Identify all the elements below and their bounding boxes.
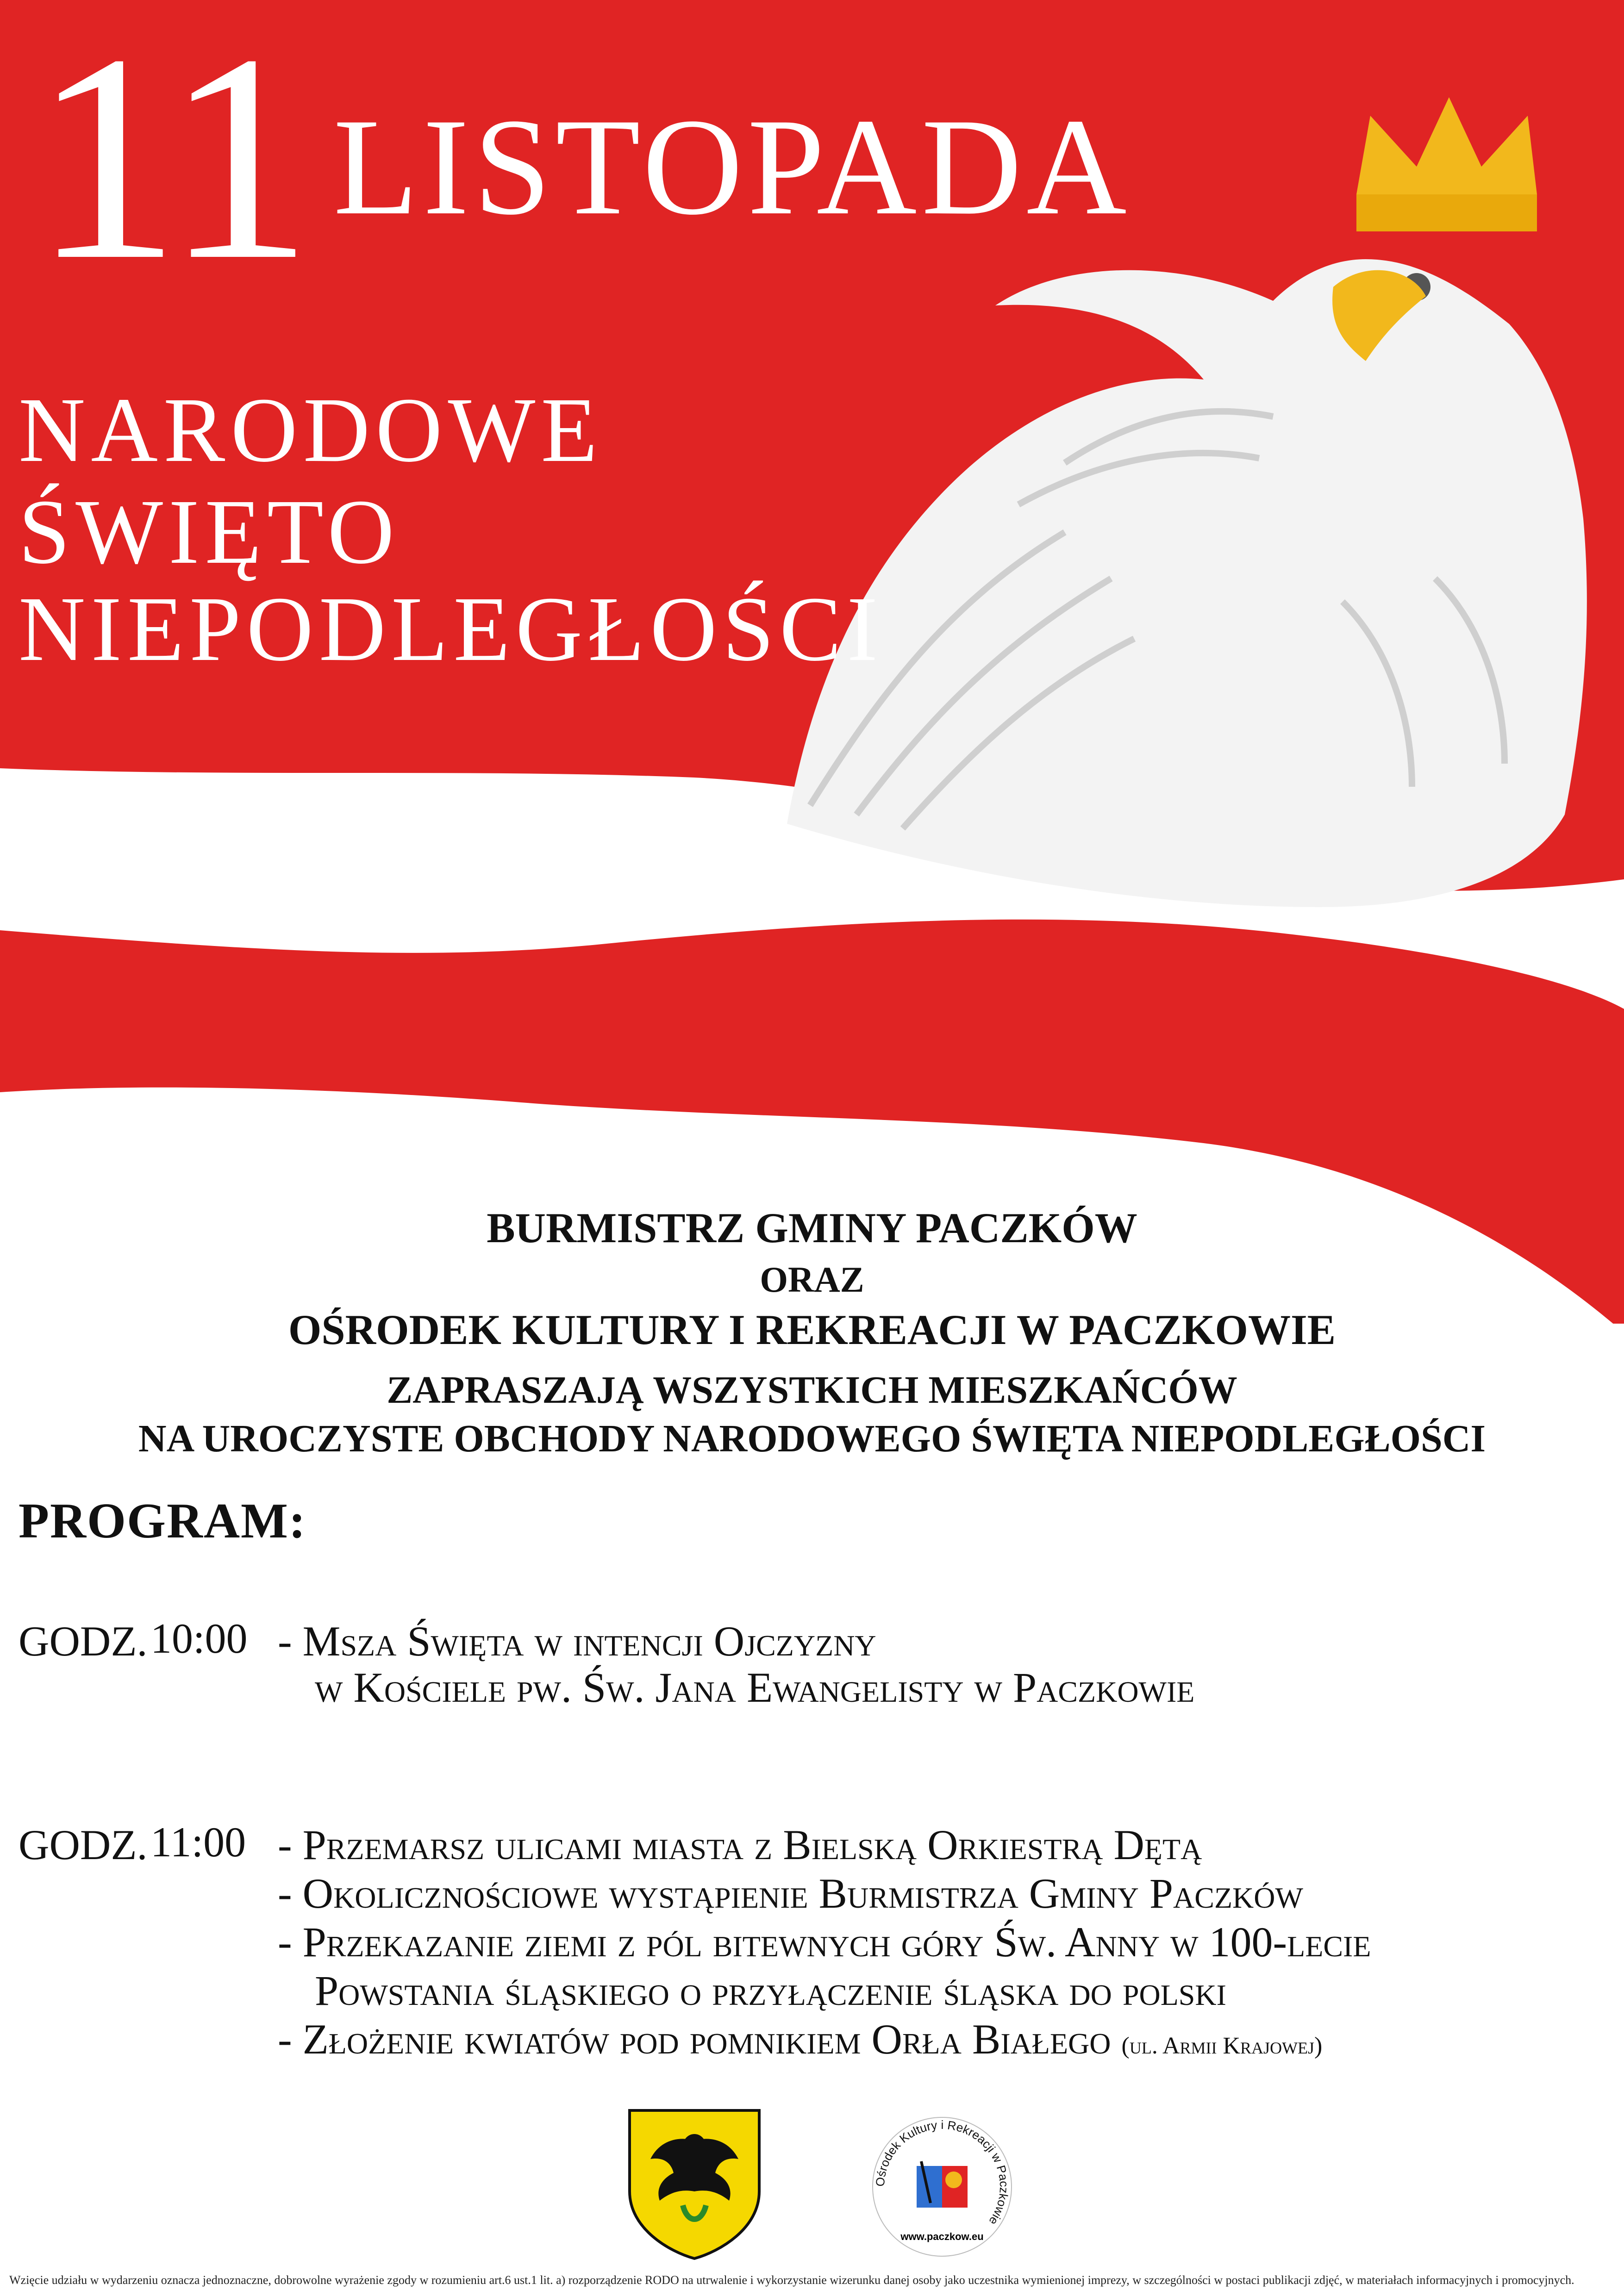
okir-ring-text: Ośrodek Kultury i Rekreacji w Paczkowie (873, 2117, 1012, 2228)
footer-disclaimer: Wzięcie udziału w wydarzeniu oznacza jednoznaczne, dobrowolne wyrażenie zgody w rozumieniu art.6 ust.1 lit. a) rozporządzenie RODO na utrwalenie i wykorzystanie wizerunku danej osoby jako uczestnika wymienionej imprezy, w szczególności w postaci publikacji zdjęć, w materiałach informacyjnych i promocyjnych. (9, 2273, 1574, 2287)
program-heading: PROGRAM: (19, 1493, 306, 1549)
okir-url: www.paczkow.eu (900, 2231, 984, 2242)
holiday-line-2: ŚWIĘTO (19, 481, 400, 583)
title-month: LISTOPADA (333, 90, 1131, 243)
event-1-prefix: GODZ. (19, 1618, 148, 1665)
invitation-celebration: NA UROCZYSTE OBCHODY NARODOWEGO ŚWIĘTA NIEPODLEGŁOŚCI (138, 1417, 1486, 1460)
event-2-line-5 (278, 2016, 1323, 2063)
title-day: 11 (32, 0, 309, 321)
event-2-line-2: - Okolicznościowe wystąpienie Burmistrza Gminy Paczków (278, 1870, 1303, 1917)
holiday-line-1: NARODOWE (19, 379, 603, 481)
invitation-and: ORAZ (760, 1259, 864, 1300)
event-1-line-2: w Kościele pw. Św. Jana Ewangelisty w Paczkowie (315, 1664, 1195, 1711)
event-1-time: 10:00 (150, 1615, 248, 1662)
event-2-line-5-text: - Złożenie kwiatów pod pomnikiem Orła Białego (278, 2016, 1111, 2063)
event-2-prefix: GODZ. (19, 1821, 148, 1868)
okir-logo-icon (866, 2110, 1018, 2263)
coat-of-arms-icon (627, 2108, 762, 2261)
invitation-center: OŚRODEK KULTURY I REKREACJI W PACZKOWIE (288, 1306, 1336, 1353)
holiday-line-3: NIEPODLEGŁOŚCI (19, 578, 883, 680)
event-2-line-3: - Przekazanie ziemi z pól bitewnych góry Św. Anny w 100-lecie (278, 1918, 1371, 1966)
event-2-line-4: Powstania śląskiego o przyłączenie śląska do polski (315, 1967, 1226, 2014)
event-2-line-1: - Przemarsz ulicami miasta z Bielską Orkiestrą Dętą (278, 1821, 1202, 1868)
invitation-invites: ZAPRASZAJĄ WSZYSTKICH MIESZKAŃCÓW (387, 1369, 1237, 1412)
event-1-line-1: - Msza Święta w intencji Ojczyzny (278, 1618, 876, 1665)
event-2-address-note: (ul. Armii Krajowej) (1121, 2033, 1323, 2059)
invitation-mayor: BURMISTRZ GMINY PACZKÓW (487, 1204, 1137, 1251)
event-2-time: 11:00 (150, 1818, 246, 1866)
